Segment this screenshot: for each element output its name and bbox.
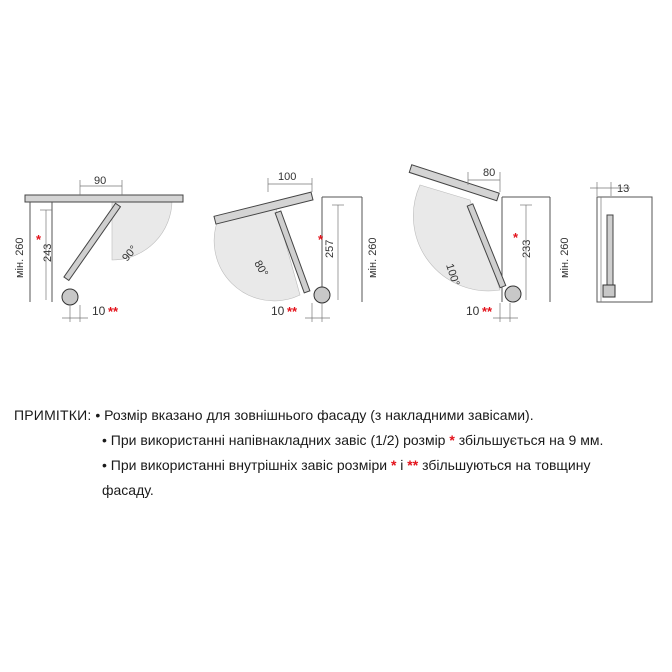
- note-line-1: [14, 403, 664, 428]
- angle-label-1: 90°: [120, 243, 140, 264]
- gas-strut-4: [607, 215, 613, 290]
- hinge-mount-4: [603, 285, 615, 297]
- note-line-2: [14, 428, 664, 453]
- angle-label-3: 100°: [443, 262, 462, 288]
- min-label-3: мін. 260: [559, 237, 571, 278]
- notes-block: [14, 403, 664, 503]
- hinge-mount-2: [314, 287, 330, 303]
- note-text-2b: збільшується на 9 мм.: [454, 432, 604, 448]
- star-double-3: **: [482, 304, 493, 319]
- notes-title: ПРИМІТКИ:: [14, 407, 92, 423]
- star-double-2: **: [287, 304, 298, 319]
- diagram-1: [14, 175, 183, 322]
- note-text-4: фасаду.: [102, 482, 154, 498]
- offset-label-2: 10: [271, 304, 285, 318]
- note-text-3b: збільшуються на товщину: [418, 457, 591, 473]
- hinge-mount-1: [62, 289, 78, 305]
- width-label-1: 90: [94, 175, 107, 187]
- hinge-mount-3: [505, 286, 521, 302]
- offset-label-3: 10: [466, 304, 480, 318]
- note-star-2: *: [449, 432, 455, 448]
- min-label-1: мін. 260: [14, 237, 26, 278]
- offset-label-1: 10: [92, 304, 106, 318]
- diagram-2: [214, 171, 379, 322]
- angle-label-2: 80°: [251, 258, 271, 279]
- height-label-1: 243: [42, 243, 54, 262]
- star-double-1: **: [108, 304, 119, 319]
- width-label-4: 13: [617, 183, 630, 195]
- height-label-3: 233: [521, 239, 533, 258]
- width-label-3: 80: [483, 167, 496, 179]
- star-single-1: *: [36, 232, 42, 247]
- min-label-2: мін. 260: [367, 237, 379, 278]
- note-star-3a: *: [390, 457, 397, 473]
- note-star-3b: **: [407, 457, 419, 473]
- star-single-3: *: [513, 230, 519, 245]
- lid-panel-1: [25, 195, 183, 202]
- note-line-3: [14, 453, 664, 478]
- diagram-3: [409, 165, 571, 322]
- note-text-2a: • При використанні напівнакладних завіс (1/2) розмір: [102, 432, 450, 448]
- note-text-3mid: і: [396, 457, 408, 473]
- note-text-1: • Розмір вказано для зовнішнього фасаду (з накладними завісами).: [95, 407, 534, 423]
- opening-arc-1: [112, 200, 172, 260]
- width-label-2: 100: [278, 171, 297, 183]
- diagram-4: [590, 182, 652, 302]
- height-label-2: 257: [324, 239, 336, 258]
- note-line-4: [14, 478, 664, 503]
- note-text-3a: • При використанні внутрішніх завіс розміри: [102, 457, 391, 473]
- star-single-2: *: [318, 232, 324, 247]
